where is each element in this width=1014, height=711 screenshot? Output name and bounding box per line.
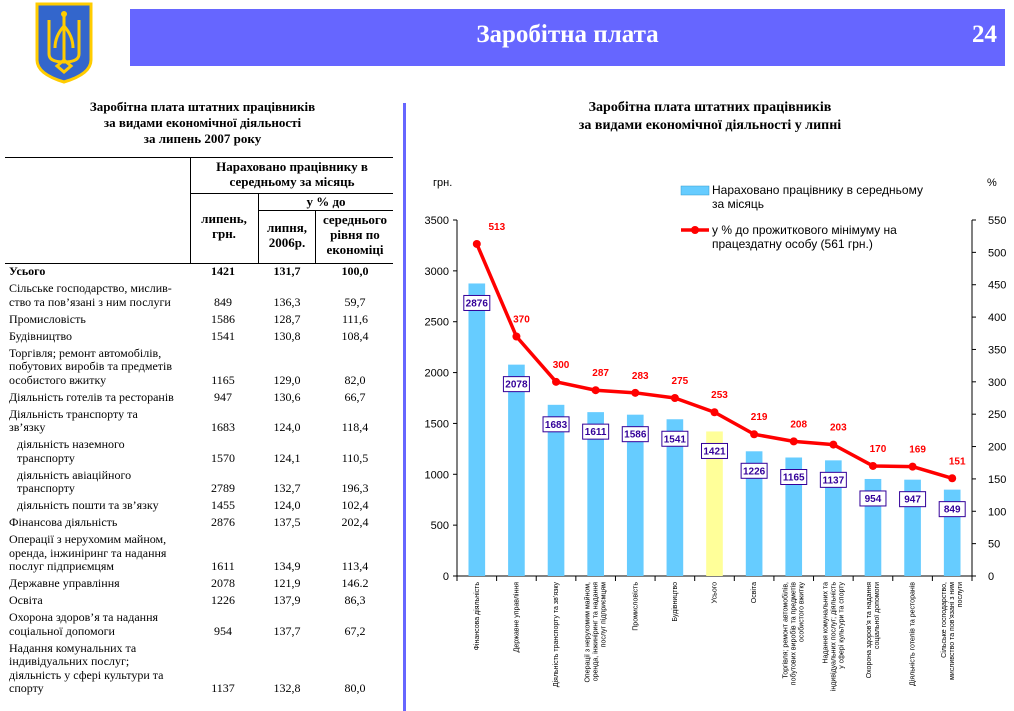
row-value-v2: 137,9 [273, 593, 301, 607]
line-point [909, 463, 917, 471]
bar-data-label: 1137 [822, 475, 845, 487]
bar-data-label: 1586 [624, 429, 647, 441]
legend-bar-swatch [681, 186, 709, 195]
line-point [750, 430, 758, 438]
line-point [869, 462, 877, 470]
line-point [711, 408, 719, 416]
row-label: діяльність наземного транспорту [17, 437, 125, 465]
row-label: Усього [9, 264, 46, 278]
table-header [5, 157, 393, 264]
line-point [948, 474, 956, 482]
row-value-v3: 100,0 [341, 264, 369, 278]
table-row [7, 577, 393, 591]
legend-line-label: працездатну особу (561 грн.) [712, 237, 873, 251]
row-value-v1: 1570 [211, 450, 235, 465]
row-value-v1: 2876 [211, 515, 235, 529]
table-row [7, 282, 393, 309]
ukraine-coat-of-arms-icon [33, 2, 95, 84]
right-tick-label: 50 [988, 538, 1001, 551]
row-value-v2: 131,7 [273, 264, 301, 278]
table-row [7, 469, 393, 496]
category-label: Державне управління [513, 582, 521, 653]
bar-data-label: 954 [864, 493, 882, 505]
row-value-v1: 2078 [211, 576, 235, 590]
row-value-v3: 102,4 [341, 498, 369, 512]
row-label: Торгівля; ремонт автомобілів, побутових виробів та предметів особистого вжитку [9, 345, 173, 387]
category-label: Надання комунальних та [822, 582, 830, 664]
bar-data-label: 849 [943, 504, 961, 516]
category-label: Освіта [751, 582, 759, 604]
row-value-v1: 849 [214, 294, 232, 309]
category-label: Торгівля; ремонт автомобілів, [782, 582, 790, 679]
category-label: Фінансова діяльність [473, 582, 481, 651]
right-tick-label: 0 [988, 571, 995, 583]
category-label: індивідуальних послуг; діяльність [830, 582, 838, 692]
right-tick-label: 300 [988, 376, 1007, 389]
table-row [7, 347, 393, 388]
row-value-v2: 121,9 [273, 576, 301, 590]
right-tick-label: 100 [988, 506, 1007, 519]
left-tick-label: 3000 [424, 265, 449, 278]
table-row [7, 594, 393, 608]
row-value-v3: 59,7 [344, 294, 366, 309]
line-point [829, 441, 837, 449]
category-label: послуги [957, 582, 965, 608]
legend-line-marker [691, 226, 699, 234]
row-value-v2: 132,7 [273, 481, 301, 495]
line-data-label: 208 [790, 419, 808, 431]
line-point [512, 333, 520, 341]
row-label: Фінансова діяльність [9, 515, 118, 529]
category-label: побутових виробів та предметів [790, 582, 798, 686]
bar-data-label: 2078 [505, 379, 528, 391]
table-border-top [5, 157, 393, 158]
row-value-v3: 146.2 [341, 576, 369, 590]
line-data-label: 513 [488, 221, 506, 233]
category-label: Операції з нерухомим майном, [584, 582, 592, 683]
row-value-v3: 66,7 [344, 389, 366, 404]
category-label: Діяльність готелів та ресторанів [909, 582, 917, 686]
line-point [671, 394, 679, 402]
bar-data-label: 1421 [703, 446, 726, 458]
right-tick-label: 350 [988, 344, 1007, 357]
category-label: оренда, інжиніринг та надання [592, 582, 600, 682]
right-tick-label: 550 [988, 215, 1007, 227]
legend-bar-label: за місяць [712, 197, 765, 211]
row-value-v3: 86,3 [344, 593, 366, 607]
line-point [790, 437, 798, 445]
row-value-v2: 130,8 [273, 328, 301, 343]
row-value-v1: 947 [214, 389, 232, 404]
table-row [7, 408, 393, 435]
row-value-v1: 1421 [211, 264, 235, 278]
chart-title: Заробітна плата штатних працівників за видами економічної діяльності у липні [578, 100, 842, 133]
table-row [7, 438, 393, 465]
right-tick-label: 250 [988, 409, 1007, 422]
row-value-v2: 137,7 [273, 623, 301, 638]
category-label: Усього [711, 582, 719, 604]
category-label: у сфері культури та спорту [838, 582, 846, 669]
line-point [631, 389, 639, 397]
column-header-july: липень, грн. [201, 211, 247, 241]
left-tick-label: 2500 [424, 316, 449, 329]
left-tick-label: 0 [442, 571, 449, 583]
row-value-v3: 108,4 [341, 328, 369, 343]
line-data-label: 275 [671, 376, 689, 387]
page-title: Заробітна плата [476, 21, 659, 48]
row-value-v1: 1683 [211, 420, 235, 434]
row-value-v2: 130,6 [273, 389, 301, 404]
row-value-v3: 82,0 [344, 372, 366, 387]
table-row [7, 313, 393, 327]
left-tick-label: 2000 [424, 367, 449, 380]
bar-data-label: 1541 [663, 434, 687, 446]
line-data-label: 219 [750, 412, 768, 424]
table-row [7, 499, 393, 513]
row-value-v2: 129,0 [273, 372, 301, 387]
row-label: Освіта [9, 593, 43, 607]
page-number: 24 [972, 21, 997, 48]
right-axis-unit: % [987, 177, 997, 189]
line-data-label: 170 [869, 443, 887, 455]
table-row [7, 611, 393, 638]
table-row [7, 265, 393, 279]
bar-data-label: 1683 [544, 419, 568, 431]
column-subgroup-header: у % до [306, 194, 346, 209]
salary-combo-chart [405, 170, 1014, 711]
line-data-label: 151 [948, 456, 966, 468]
line-point [592, 386, 600, 394]
row-label: Операції з нерухомим майном, оренда, інжиніринг та надання послуг підприємцям [9, 532, 167, 573]
table-col-divider [258, 193, 259, 264]
category-label: соціальної допомоги [873, 582, 881, 650]
line-point [473, 240, 481, 248]
bar [468, 283, 485, 576]
line-data-label: 169 [909, 444, 926, 456]
row-label: діяльність пошти та зв’язку [17, 498, 159, 512]
row-label: Діяльність транспорту та зв’язку [9, 406, 138, 434]
row-value-v2: 136,3 [273, 294, 301, 309]
row-label: діяльність авіаційного транспорту [17, 467, 132, 495]
table-row [7, 330, 393, 344]
row-value-v2: 124,0 [273, 420, 301, 434]
category-label: Будівництво [671, 582, 679, 622]
bar-data-label: 1165 [782, 472, 805, 484]
category-label: Сільське господарство, [941, 582, 949, 658]
category-label: Охорона здоров’я та надання [865, 582, 873, 679]
bar-data-label: 947 [904, 494, 921, 506]
row-value-v2: 124,1 [273, 450, 301, 465]
left-tick-label: 1000 [424, 469, 449, 482]
right-tick-label: 450 [988, 279, 1007, 292]
category-label: мисливство та пов’язані з ним [949, 582, 957, 680]
row-value-v2: 132,8 [273, 681, 301, 695]
row-label: Діяльність готелів та ресторанів [9, 389, 174, 404]
right-tick-label: 200 [988, 441, 1007, 454]
row-label: Державне управління [9, 576, 120, 590]
table-title: Заробітна плата штатних працівників за видами економічної діяльності за липень 2007 року [89, 99, 316, 146]
column-header-avg: середнього рівня по економіці [322, 212, 388, 257]
row-value-v3: 202,4 [341, 515, 369, 529]
left-tick-label: 500 [430, 520, 449, 533]
row-value-v1: 1137 [211, 681, 235, 695]
line-point [552, 378, 560, 386]
category-label: Промисловість [632, 582, 640, 631]
category-label: послуг підприємцям [600, 582, 608, 648]
row-value-v1: 1165 [211, 372, 235, 387]
line-data-label: 370 [513, 314, 530, 326]
table-row [7, 516, 393, 530]
bar [508, 365, 525, 576]
row-label: Промисловість [9, 311, 86, 326]
category-label: Діяльність транспорту та зв’язку [553, 582, 561, 688]
bar-data-label: 1226 [742, 466, 766, 478]
row-label: Надання комунальних та індивідуальних послуг; діяльність у сфері культури та спорту [9, 640, 164, 695]
legend-bar-label: Нараховано працівнику в середньому [712, 183, 923, 197]
right-tick-label: 150 [988, 473, 1007, 486]
line-data-label: 203 [830, 422, 847, 434]
legend-line-label: у % до прожиткового мінімуму на [712, 223, 897, 237]
row-value-v2: 124,0 [273, 498, 301, 512]
table-col-divider [190, 157, 191, 264]
row-value-v3: 118,4 [341, 420, 369, 434]
column-group-header: Нараховано працівнику в середньому за місяць [216, 159, 368, 189]
table-subgroup-rule [258, 210, 393, 211]
table-row [7, 533, 393, 574]
left-tick-label: 1500 [424, 418, 449, 431]
line-data-label: 300 [552, 359, 570, 371]
row-value-v2: 134,9 [273, 559, 301, 573]
column-header-2006: липня, 2006р. [266, 220, 308, 250]
left-axis-unit: грн. [433, 177, 453, 189]
line-data-label: 283 [631, 370, 649, 382]
bar-data-label: 2876 [465, 298, 488, 310]
page-header-banner [130, 9, 1005, 66]
row-value-v3: 111,6 [341, 311, 369, 326]
table-col-divider [315, 210, 316, 264]
left-tick-label: 3500 [424, 215, 449, 227]
right-tick-label: 400 [988, 312, 1007, 325]
row-label: Охорона здоров’я та надання соціальної допомоги [9, 610, 159, 638]
line-data-label: 253 [711, 390, 728, 402]
row-value-v3: 113,4 [341, 559, 369, 573]
line-data-label: 287 [592, 368, 609, 380]
table-header-bottom-rule [5, 263, 393, 264]
row-value-v2: 128,7 [273, 311, 301, 326]
row-value-v1: 1586 [211, 311, 235, 326]
row-value-v1: 1226 [211, 593, 235, 607]
table-row [7, 642, 393, 696]
right-tick-label: 500 [988, 247, 1007, 260]
bar-data-label: 1611 [584, 427, 607, 439]
table-row [7, 391, 393, 405]
row-value-v3: 67,2 [344, 623, 366, 638]
row-value-v1: 1541 [211, 328, 235, 343]
row-value-v1: 1611 [211, 559, 235, 573]
row-value-v3: 110,5 [341, 450, 369, 465]
row-value-v3: 196,3 [341, 481, 369, 495]
row-value-v1: 1455 [211, 498, 235, 512]
row-label: Сільське господарство, мислив- ство та пов’язані з ним послуги [9, 281, 172, 309]
row-value-v2: 137,5 [273, 515, 301, 529]
row-value-v1: 954 [214, 623, 232, 638]
row-label: Будівництво [9, 328, 73, 343]
category-label: особистого вжитку [798, 582, 806, 643]
row-value-v1: 2789 [211, 481, 235, 495]
row-value-v3: 80,0 [344, 681, 366, 695]
